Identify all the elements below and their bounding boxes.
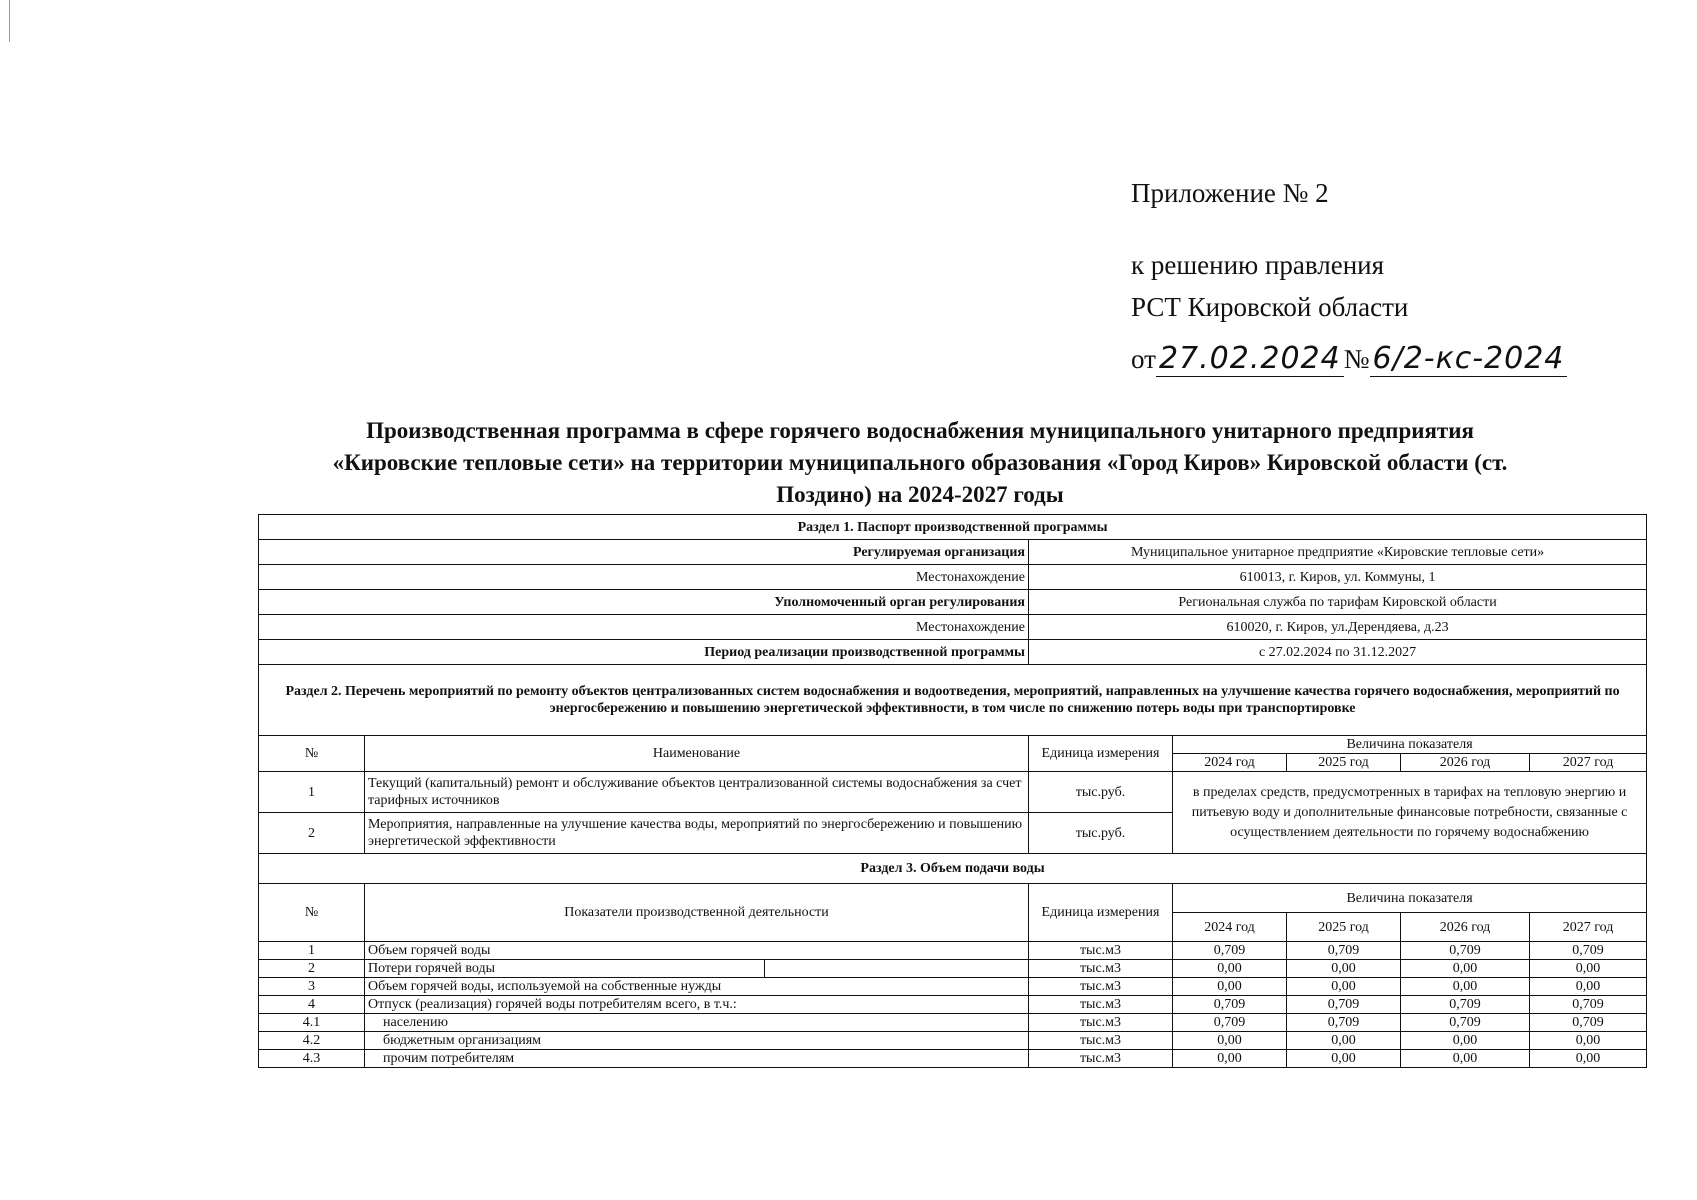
activity-name: Мероприятия, направленные на улучшение качества воды, мероприятий по энергосбережению и повышению энергетической эффективности — [365, 813, 1029, 854]
value-2027: 0,00 — [1530, 1032, 1647, 1050]
year-header: 2024 год — [1173, 754, 1287, 772]
table-row — [259, 960, 1647, 978]
table-row — [259, 996, 1647, 1014]
passport-value: Региональная служба по тарифам Кировской области — [1029, 590, 1647, 615]
passport-value: с 27.02.2024 по 31.12.2027 — [1029, 640, 1647, 665]
value-2024: 0,00 — [1173, 1050, 1287, 1068]
row-unit: тыс.м3 — [1029, 942, 1173, 960]
appendix-authority-line: РСТ Кировской области — [1131, 292, 1409, 322]
row-number: 1 — [259, 942, 365, 960]
col-header-indicator: Показатели производственной деятельности — [365, 884, 1029, 942]
year-header: 2027 год — [1530, 754, 1647, 772]
handwritten-date: 27.02.2024 — [1156, 341, 1344, 377]
row-number: 4.2 — [259, 1032, 365, 1050]
number-label: № — [1343, 344, 1370, 374]
value-2024: 0,709 — [1173, 996, 1287, 1014]
value-2027: 0,709 — [1530, 1014, 1647, 1032]
col-header-unit: Единица измерения — [1029, 736, 1173, 772]
from-label: от — [1131, 344, 1156, 374]
value-2024: 0,709 — [1173, 942, 1287, 960]
value-2025: 0,00 — [1287, 978, 1401, 996]
activity-unit: тыс.руб. — [1029, 813, 1173, 854]
value-2027: 0,709 — [1530, 996, 1647, 1014]
value-2026: 0,709 — [1401, 942, 1530, 960]
row-number: 4.1 — [259, 1014, 365, 1032]
row-unit: тыс.м3 — [1029, 996, 1173, 1014]
document-title — [240, 415, 1600, 511]
value-2025: 0,00 — [1287, 1050, 1401, 1068]
row-number: 3 — [259, 978, 365, 996]
passport-value: 610013, г. Киров, ул. Коммуны, 1 — [1029, 565, 1647, 590]
activity-number: 2 — [259, 813, 365, 854]
passport-label: Местонахождение — [259, 565, 1029, 590]
value-2025: 0,709 — [1287, 996, 1401, 1014]
scan-edge-line — [9, 0, 10, 42]
passport-label: Регулируемая организация — [259, 540, 1029, 565]
section1-heading: Раздел 1. Паспорт производственной программы — [259, 515, 1647, 540]
value-2024: 0,00 — [1173, 960, 1287, 978]
col-header-number: № — [259, 736, 365, 772]
value-2024: 0,00 — [1173, 1032, 1287, 1050]
year-header: 2025 год — [1287, 913, 1401, 942]
value-2026: 0,00 — [1401, 978, 1530, 996]
value-2025: 0,00 — [1287, 1032, 1401, 1050]
value-2027: 0,00 — [1530, 960, 1647, 978]
year-header: 2025 год — [1287, 754, 1401, 772]
row-number: 4 — [259, 996, 365, 1014]
table-row — [259, 942, 1647, 960]
value-2027: 0,00 — [1530, 1050, 1647, 1068]
row-unit: тыс.м3 — [1029, 978, 1173, 996]
value-2027: 0,00 — [1530, 978, 1647, 996]
value-2026: 0,00 — [1401, 1032, 1530, 1050]
appendix-decision-line: к решению правления — [1131, 250, 1385, 280]
col-header-unit: Единица измерения — [1029, 884, 1173, 942]
row-unit: тыс.м3 — [1029, 1014, 1173, 1032]
activity-name: Текущий (капитальный) ремонт и обслуживание объектов централизованной системы водоснабжения за счет тарифных источников — [365, 772, 1029, 813]
value-2026: 0,709 — [1401, 996, 1530, 1014]
appendix-date-number-line — [1131, 342, 1567, 376]
passport-label: Период реализации производственной программы — [259, 640, 1029, 665]
value-2026: 0,709 — [1401, 1014, 1530, 1032]
value-2025: 0,709 — [1287, 942, 1401, 960]
value-2026: 0,00 — [1401, 960, 1530, 978]
activity-unit: тыс.руб. — [1029, 772, 1173, 813]
appendix-number: Приложение № 2 — [1131, 178, 1329, 208]
value-2026: 0,00 — [1401, 1050, 1530, 1068]
year-header: 2026 год — [1401, 913, 1530, 942]
value-2024: 0,00 — [1173, 978, 1287, 996]
passport-value: 610020, г. Киров, ул.Дерендяева, д.23 — [1029, 615, 1647, 640]
handwritten-number: 6/2-кс-2024 — [1370, 341, 1568, 377]
year-header: 2026 год — [1401, 754, 1530, 772]
section2-heading: Раздел 2. Перечень мероприятий по ремонту объектов централизованных систем водоснабжения и водоотведения, мероприятий, направленных на улучшение качества горячего водоснабжения, мероприятий по энергосбережению и повышению энергетической эффективности, в том числе по снижению потерь воды при транспортировке — [259, 665, 1647, 736]
row-name: Объем горячей воды — [365, 942, 1029, 960]
col-header-value: Величина показателя — [1173, 736, 1647, 754]
year-header: 2027 год — [1530, 913, 1647, 942]
row-unit: тыс.м3 — [1029, 1050, 1173, 1068]
year-header: 2024 год — [1173, 913, 1287, 942]
section3-heading: Раздел 3. Объем подачи воды — [259, 854, 1647, 884]
passport-label: Местонахождение — [259, 615, 1029, 640]
row-number: 2 — [259, 960, 365, 978]
row-unit: тыс.м3 — [1029, 960, 1173, 978]
row-name: Отпуск (реализация) горячей воды потребителям всего, в т.ч.: — [365, 996, 1029, 1014]
table-row — [259, 978, 1647, 996]
title-line-1: Производственная программа в сфере горячего водоснабжения муниципального унитарного предприятия — [366, 418, 1474, 443]
activity-number: 1 — [259, 772, 365, 813]
passport-value: Муниципальное унитарное предприятие «Кировские тепловые сети» — [1029, 540, 1647, 565]
row-name: прочим потребителям — [365, 1050, 1029, 1068]
row-unit: тыс.м3 — [1029, 1032, 1173, 1050]
passport-label: Уполномоченный орган регулирования — [259, 590, 1029, 615]
row-name: бюджетным организациям — [365, 1032, 1029, 1050]
production-program-table — [258, 514, 1647, 1068]
table-row — [259, 1050, 1647, 1068]
table-row — [259, 1032, 1647, 1050]
col-header-name: Наименование — [365, 736, 1029, 772]
value-2027: 0,709 — [1530, 942, 1647, 960]
activity-value-merged: в пределах средств, предусмотренных в тарифах на тепловую энергию и питьевую воду и дополнительные финансовые потребности, связанные с осуществлением деятельности по горячему водоснабжению — [1173, 772, 1647, 854]
table-row — [259, 1014, 1647, 1032]
row-name: Объем горячей воды, используемой на собственные нужды — [365, 978, 1029, 996]
col-header-number: № — [259, 884, 365, 942]
value-2025: 0,00 — [1287, 960, 1401, 978]
col-header-value: Величина показателя — [1173, 884, 1647, 913]
row-name: населению — [365, 1014, 1029, 1032]
title-line-3: Поздино) на 2024-2027 годы — [776, 482, 1064, 507]
value-2025: 0,709 — [1287, 1014, 1401, 1032]
row-number: 4.3 — [259, 1050, 365, 1068]
value-2024: 0,709 — [1173, 1014, 1287, 1032]
row-name: Потери горячей воды — [365, 960, 765, 978]
title-line-2: «Кировские тепловые сети» на территории муниципального образования «Город Киров» Кировской области (ст. — [332, 450, 1508, 475]
empty-cell — [765, 960, 1029, 978]
